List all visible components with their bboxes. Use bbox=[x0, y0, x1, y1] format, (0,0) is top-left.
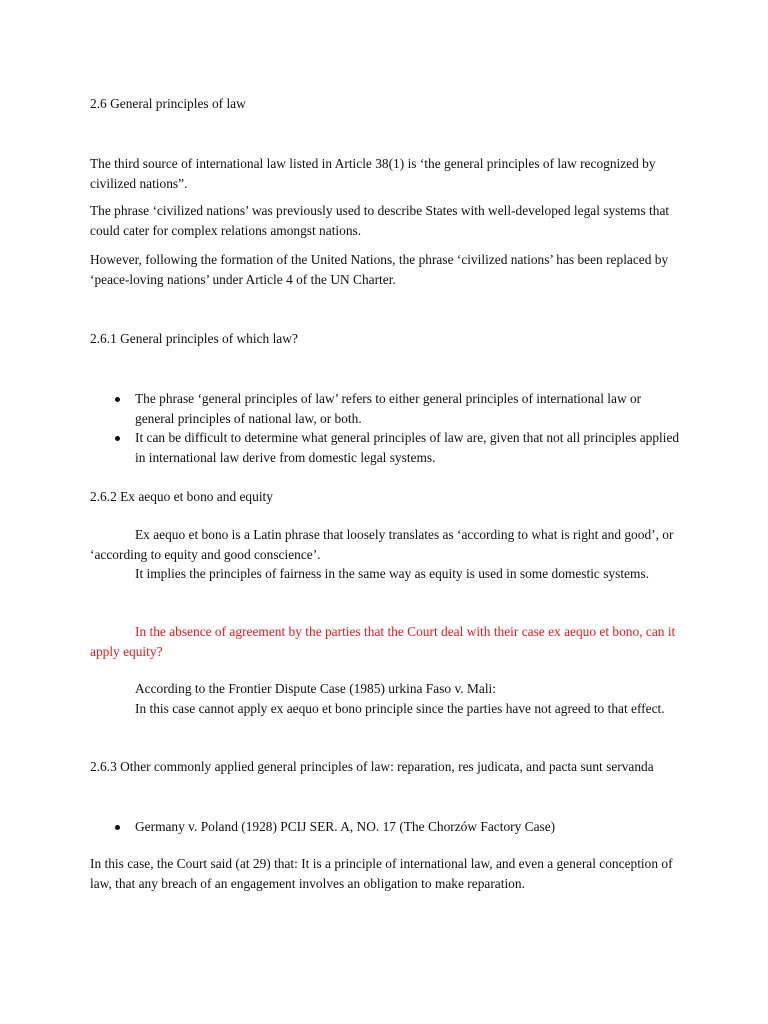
paragraph: The third source of international law listed in Article 38(1) is ‘the general principles of law recognized by civilized nations”. bbox=[90, 156, 656, 191]
list-item bbox=[90, 389, 680, 428]
bullet-icon bbox=[115, 397, 120, 402]
paragraph: The phrase ‘civilized nations’ was previously used to describe States with well-developed legal systems that could cater for complex relations amongst nations. bbox=[90, 203, 670, 238]
bullet-list bbox=[90, 817, 680, 837]
paragraph: Ex aequo et bono is a Latin phrase that loosely translates as ‘according to what is right and good’, or ‘according to equity and good conscience’. bbox=[90, 527, 674, 562]
bullet-icon bbox=[115, 436, 120, 441]
section-heading-2-6-3: 2.6.3 Other commonly applied general principles of law: reparation, res judicata, and pacta sunt servanda bbox=[90, 759, 654, 774]
section-heading-2-6: 2.6 General principles of law bbox=[90, 96, 246, 111]
paragraph: However, following the formation of the United Nations, the phrase ‘civilized nations’ has been replaced by ‘peace-loving nations’ under Article 4 of the UN Charter. bbox=[90, 252, 669, 287]
list-item-text: Germany v. Poland (1928) PCIJ SER. A, NO. 17 (The Chorzów Factory Case) bbox=[135, 819, 556, 834]
section-heading-2-6-1: 2.6.1 General principles of which law? bbox=[90, 331, 298, 346]
bullet-list bbox=[90, 389, 680, 467]
paragraph: In this case, the Court said (at 29) that: It is a principle of international law, and even a general conception of law, that any breach of an engagement involves an obligation to make reparation. bbox=[90, 856, 673, 891]
paragraph: It implies the principles of fairness in the same way as equity is used in some domestic systems. bbox=[135, 566, 649, 581]
bullet-icon bbox=[115, 825, 120, 830]
list-item-text: The phrase ‘general principles of law’ refers to either general principles of international law or general principles of national law, or both. bbox=[135, 391, 642, 426]
paragraph: In this case cannot apply ex aequo et bono principle since the parties have not agreed to that effect. bbox=[135, 701, 665, 716]
highlighted-question: In the absence of agreement by the parties that the Court deal with their case ex aequo et bono, can it apply equity? bbox=[90, 624, 676, 659]
section-heading-2-6-2: 2.6.2 Ex aequo et bono and equity bbox=[90, 489, 273, 504]
list-item bbox=[90, 817, 680, 837]
list-item-text: It can be difficult to determine what general principles of law are, given that not all principles applied in international law derive from domestic legal systems. bbox=[135, 430, 680, 465]
paragraph: According to the Frontier Dispute Case (1985) urkina Faso v. Mali: bbox=[135, 681, 496, 696]
list-item bbox=[90, 428, 680, 467]
